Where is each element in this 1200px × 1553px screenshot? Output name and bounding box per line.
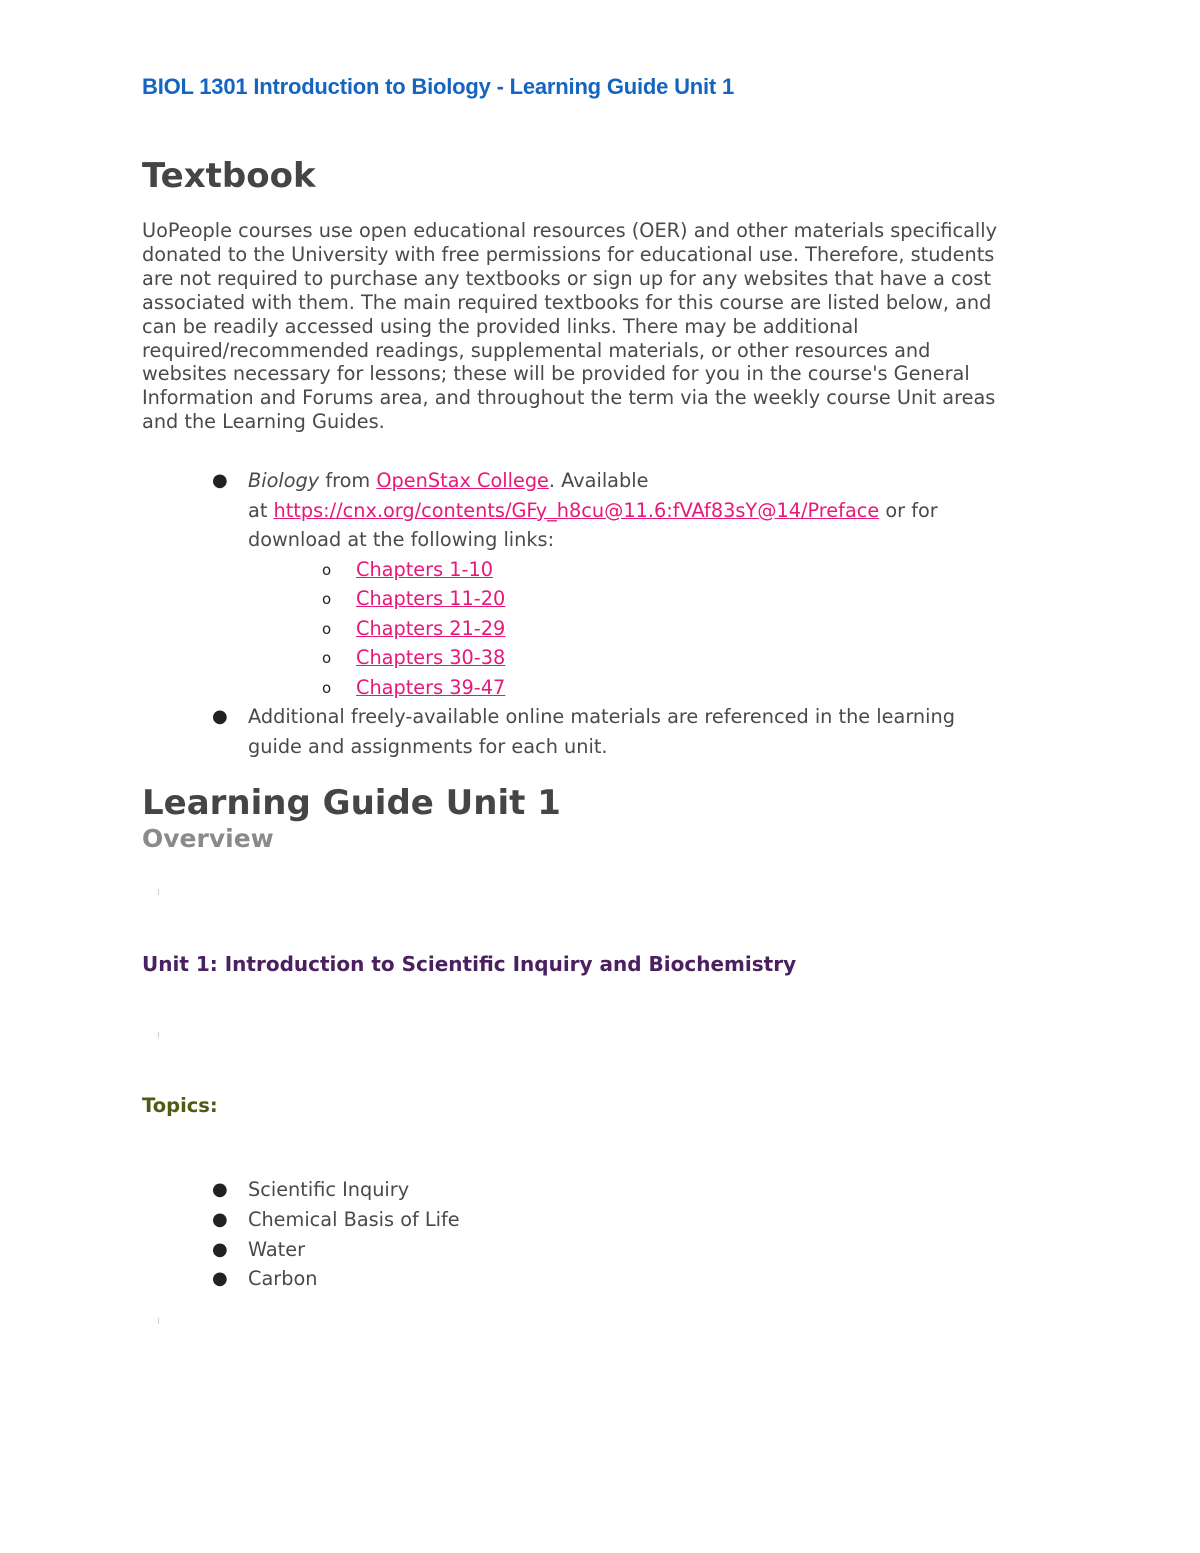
list-item <box>142 584 1022 614</box>
topic-text: Carbon <box>248 1267 318 1291</box>
intro-line: Information and Forums area, and throughout the term via the weekly course Unit areas <box>142 386 996 410</box>
list-item <box>142 1235 460 1265</box>
bullet-icon: ● <box>212 1208 228 1230</box>
bullet-icon: ● <box>212 706 228 727</box>
list-item <box>142 614 1022 644</box>
intro-line: websites necessary for lessons; these will be provided for you in the course's General <box>142 362 970 386</box>
book-url-link[interactable]: https://cnx.org/contents/GFy_h8cu@11.6:fVAf83sY@14/Preface <box>273 498 880 522</box>
additional-materials-line: guide and assignments for each unit. <box>248 734 608 758</box>
bullet-icon: ● <box>212 470 228 491</box>
list-item <box>142 673 1022 703</box>
circle-bullet-icon: o <box>322 649 332 667</box>
circle-bullet-icon: o <box>322 678 332 697</box>
book-available-text: . Available <box>548 469 649 492</box>
list-item <box>142 555 1022 585</box>
chapters-39-47-link[interactable]: Chapters 39-47 <box>356 675 506 699</box>
list-item <box>142 643 1022 673</box>
book-title: Biology <box>248 469 320 492</box>
chapters-30-38-link[interactable]: Chapters 30-38 <box>356 646 506 669</box>
circle-bullet-icon: o <box>322 560 332 579</box>
book-at-text: at <box>248 498 274 522</box>
intro-line: and the Learning Guides. <box>142 410 385 434</box>
intro-line: donated to the University with free permissions for educational use. Therefore, students <box>142 242 995 266</box>
list-item <box>142 1264 460 1294</box>
blank-line-marker <box>158 1032 159 1038</box>
blank-line-marker <box>158 1318 159 1324</box>
list-item <box>142 1175 460 1205</box>
list-item-biology-book <box>142 466 1022 702</box>
intro-line: required/recommended readings, supplemental materials, or other resources and <box>142 338 931 362</box>
book-from-text: from <box>319 469 377 492</box>
circle-bullet-icon: o <box>322 619 332 638</box>
blank-line-marker <box>158 889 159 895</box>
bullet-icon: ● <box>212 1238 228 1260</box>
list-item <box>142 1205 460 1235</box>
topic-text: Water <box>248 1237 305 1261</box>
chapters-11-20-link[interactable]: Chapters 11-20 <box>356 587 506 610</box>
chapters-1-10-link[interactable]: Chapters 1-10 <box>356 557 494 581</box>
unit-1-title: Unit 1: Introduction to Scientific Inquiry and Biochemistry <box>142 952 797 976</box>
chapter-links-list <box>248 555 1022 703</box>
textbook-intro-paragraph <box>142 219 1057 434</box>
circle-bullet-icon: o <box>322 590 332 608</box>
chapters-21-29-link[interactable]: Chapters 21-29 <box>356 616 506 640</box>
additional-materials-line: Additional freely-available online materials are referenced in the learning <box>248 705 955 728</box>
topic-text: Scientific Inquiry <box>248 1178 410 1201</box>
textbook-heading: Textbook <box>142 156 316 196</box>
book-download-text: download at the following links: <box>248 528 555 551</box>
intro-line: are not required to purchase any textbooks or sign up for any websites that have a cost <box>142 266 992 290</box>
topics-list <box>142 1175 460 1294</box>
book-or-text: or for <box>879 498 938 522</box>
list-item-additional-materials <box>142 702 1022 761</box>
intro-line: associated with them. The main required textbooks for this course are listed below, and <box>142 290 992 314</box>
textbook-list <box>142 466 1022 761</box>
openstax-college-link[interactable]: OpenStax College <box>376 469 549 492</box>
intro-line: can be readily accessed using the provided links. There may be additional <box>142 314 859 338</box>
overview-subheading: Overview <box>142 824 274 853</box>
topics-heading: Topics: <box>142 1094 218 1117</box>
topic-text: Chemical Basis of Life <box>248 1207 460 1231</box>
document-header-title: BIOL 1301 Introduction to Biology - Learning Guide Unit 1 <box>142 74 734 99</box>
intro-line: UoPeople courses use open educational resources (OER) and other materials specifically <box>142 219 998 242</box>
bullet-icon: ● <box>212 1179 228 1200</box>
learning-guide-heading: Learning Guide Unit 1 <box>142 783 561 823</box>
bullet-icon: ● <box>212 1268 228 1290</box>
